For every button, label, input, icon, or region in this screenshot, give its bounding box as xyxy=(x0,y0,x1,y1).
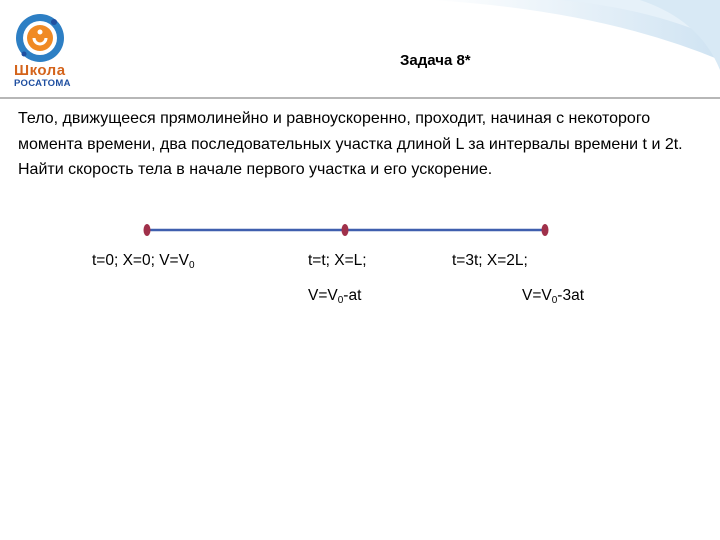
logo-text-school: Школа xyxy=(14,62,66,79)
logo-emblem-icon xyxy=(10,8,80,68)
point3-velocity: $V=V_0-3at$ xyxy=(522,287,585,306)
header-band xyxy=(0,0,720,96)
page-title: Задача 8* xyxy=(400,52,471,69)
point2-coords: t=t; X=L; xyxy=(308,252,367,269)
problem-statement: Тело, движущееся прямолинейно и равноускоренно, проходит, начиная с некоторого момента времени, два последовательных участка длиной L за интервалы времени t и 2t. Найти скорость тела в начале первого участка и его ускорение. xyxy=(18,110,683,178)
header-decoration xyxy=(0,0,720,96)
point1-label: t=0; X=0; $V=V_0$ xyxy=(92,252,195,271)
logo-text-rosatom: РОСАТОМА xyxy=(14,78,71,89)
motion-axis xyxy=(0,215,720,245)
point3-coords: t=3t; X=2L; xyxy=(452,252,528,269)
point-marker-start xyxy=(144,224,151,236)
point-marker-end xyxy=(542,224,549,236)
point-marker-middle xyxy=(342,224,349,236)
header-divider xyxy=(0,97,720,99)
point2-velocity: $V=V_0-at$ xyxy=(308,287,362,306)
